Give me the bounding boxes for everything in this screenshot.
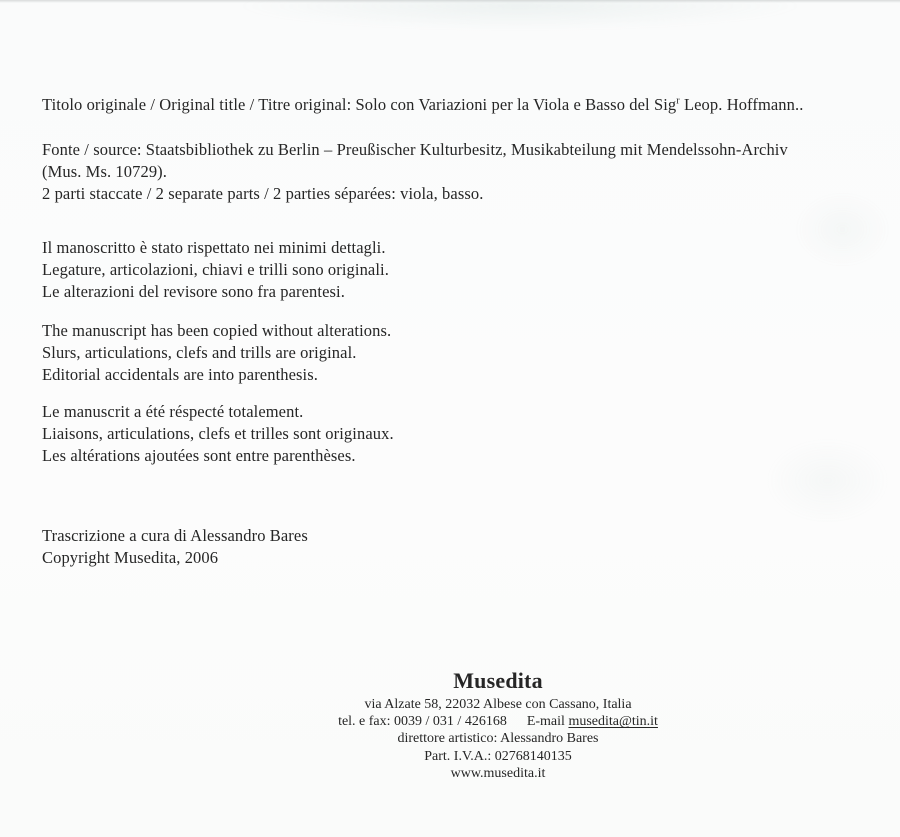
manuscript-shelfmark: (Mus. Ms. 10729). bbox=[42, 162, 167, 181]
note-line: Liaisons, articulations, clefs et trilles sont originaux. bbox=[42, 424, 394, 443]
note-line: Legature, articolazioni, chiavi e trilli sono originali. bbox=[42, 260, 389, 279]
copyright-line: Copyright Musedita, 2006 bbox=[42, 548, 219, 567]
publisher-name: Musedita bbox=[453, 668, 543, 693]
original-title-line bbox=[42, 94, 803, 116]
artistic-director-line: direttore artistico: Alessandro Bares bbox=[397, 731, 599, 747]
tel-fax-number: tel. e fax: 0039 / 031 / 426168 bbox=[338, 714, 507, 730]
email-link[interactable]: musedita@tin.it bbox=[568, 714, 658, 730]
source-line: Fonte / source: Staatsbibliothek zu Berlin – Preußischer Kulturbesitz, Musikabteilung mit Mendelssohn-Archiv bbox=[42, 140, 788, 159]
scan-edge bbox=[0, 0, 900, 3]
vat-number: Part. I.V.A.: 02768140135 bbox=[424, 748, 572, 764]
bleed-through-ghost bbox=[795, 192, 890, 267]
credits-block bbox=[42, 525, 308, 569]
editorial-note-italian bbox=[42, 237, 389, 303]
bleed-through-ghost bbox=[765, 438, 890, 523]
source-block bbox=[42, 139, 788, 205]
note-line: Les altérations ajoutées sont entre parenthèses. bbox=[42, 446, 356, 465]
original-title-suffix: Leop. Hoffmann.. bbox=[679, 94, 804, 114]
parts-description: 2 parti staccate / 2 separate parts / 2 parties séparées: viola, basso. bbox=[42, 184, 484, 203]
publisher-contact-line bbox=[98, 713, 898, 730]
publisher-footer bbox=[98, 668, 898, 782]
bleed-through-ghost bbox=[235, 0, 805, 30]
website-url[interactable]: www.musedita.it bbox=[450, 765, 546, 781]
original-title-text: Titolo originale / Original title / Titre original: Solo con Variazioni per la Viola e Basso del Sig bbox=[42, 94, 677, 114]
editorial-note-english bbox=[42, 320, 391, 386]
publisher-address: via Alzate 58, 22032 Albese con Cassano, Italia bbox=[364, 697, 632, 712]
note-line: Il manoscritto è stato rispettato nei minimi dettagli. bbox=[42, 238, 386, 257]
note-line: Editorial accidentals are into parenthesis. bbox=[42, 365, 318, 384]
note-line: The manuscript has been copied without alterations. bbox=[42, 321, 392, 340]
note-line: Le alterazioni del revisore sono fra parentesi. bbox=[42, 282, 345, 301]
transcription-credit: Trascrizione a cura di Alessandro Bares bbox=[42, 526, 308, 545]
note-line: Slurs, articulations, clefs and trills are original. bbox=[42, 343, 357, 362]
note-line: Le manuscrit a été réspecté totalement. bbox=[42, 402, 304, 421]
title-superscript: r bbox=[676, 95, 680, 106]
editorial-note-french bbox=[42, 401, 394, 467]
email-label: E-mail bbox=[526, 714, 565, 730]
